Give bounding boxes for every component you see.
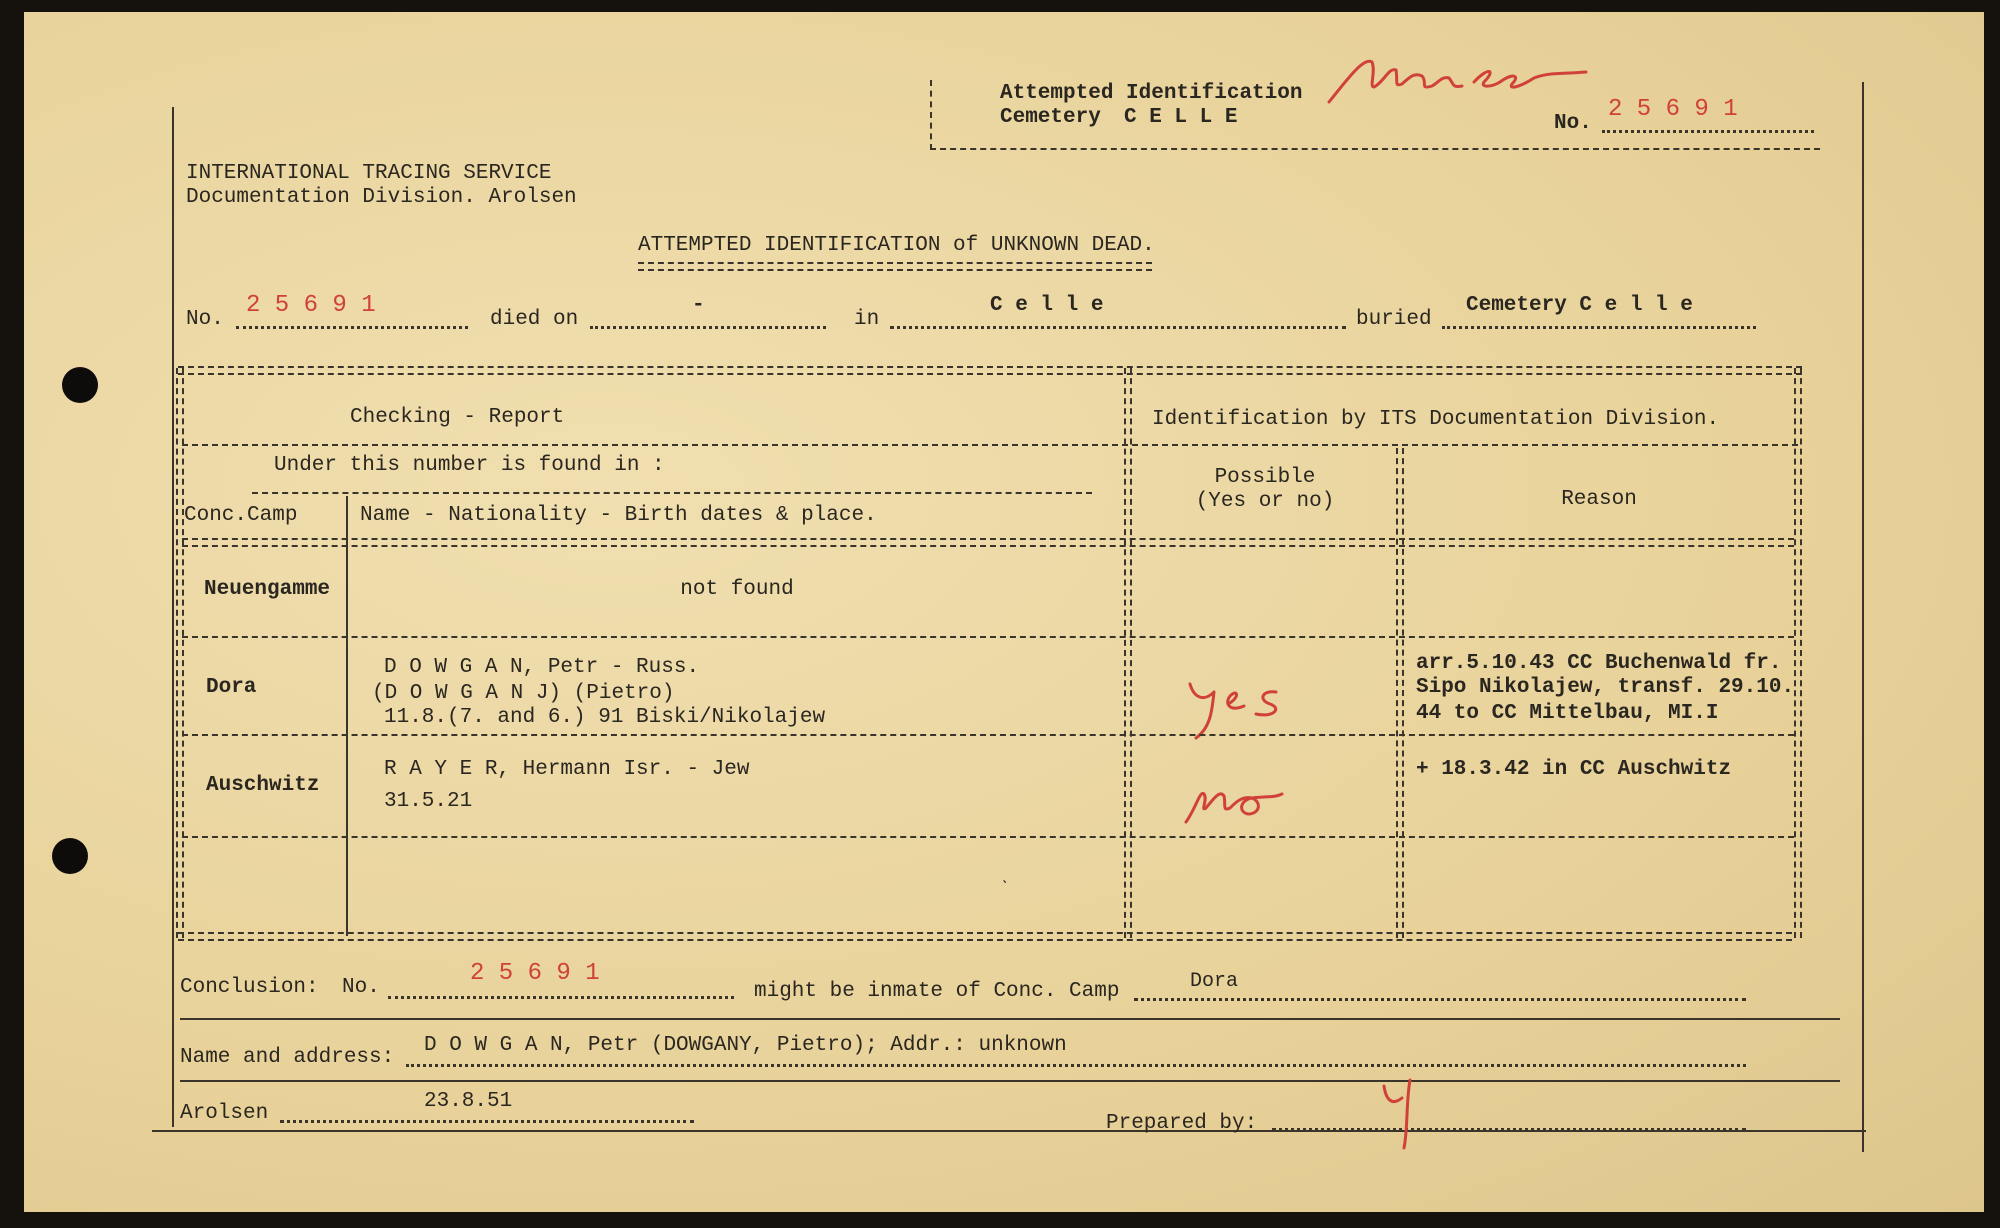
table-bottom-border	[178, 932, 1792, 941]
conclusion-no-dots	[388, 996, 734, 999]
row-2-name-line-1: D O W G A N, Petr - Russ.	[384, 656, 700, 679]
record-no-label: No.	[186, 308, 224, 331]
col-possible-heading-1: Possible	[1214, 466, 1316, 489]
document-title: ATTEMPTED IDENTIFICATION of UNKNOWN DEAD.	[638, 234, 1155, 257]
row-2-name-line-2: (D O W G A N J) (Pietro)	[372, 682, 675, 705]
died-value: -	[692, 294, 705, 317]
punch-hole-top	[62, 367, 98, 403]
name-address-dots	[406, 1064, 1746, 1067]
row-3-camp: Auschwitz	[206, 774, 320, 797]
conclusion-camp-value: Dora	[1190, 970, 1239, 993]
table-divider-camp	[346, 496, 348, 936]
header-no-value: 2 5 6 9 1	[1608, 96, 1738, 123]
footer-date: 23.8.51	[424, 1090, 513, 1113]
table-header-rule	[182, 444, 1798, 446]
name-address-label: Name and address:	[180, 1046, 395, 1069]
name-address-value: D O W G A N, Petr (DOWGANY, Pietro); Addr.: unknown	[424, 1034, 1067, 1057]
handwritten-yes-mark	[1184, 662, 1294, 742]
row-2-reason-line-1: arr.5.10.43 CC Buchenwald fr.	[1416, 652, 1782, 675]
header-box-left	[930, 80, 932, 150]
table-divider-reason	[1396, 448, 1404, 938]
header-no-dots	[1602, 130, 1814, 133]
died-label: died on	[490, 308, 579, 331]
footer-date-dots	[280, 1120, 694, 1123]
row-1-camp: Neuengamme	[204, 578, 331, 601]
handwritten-made-note	[1324, 42, 1594, 112]
table-divider-main	[1124, 368, 1132, 938]
in-value: C e l l e	[990, 294, 1104, 317]
buried-value: Cemetery C e l l e	[1466, 294, 1693, 317]
row-2-bottom-rule	[182, 734, 1794, 736]
in-dots	[890, 326, 1346, 329]
record-no-value: 2 5 6 9 1	[246, 292, 376, 319]
checking-report-heading: Checking - Report	[350, 406, 565, 429]
org-line-2: Documentation Division. Arolsen	[186, 186, 577, 209]
row-3-reason-line-1: + 18.3.42 in CC Auschwitz	[1416, 758, 1732, 781]
org-line-1: INTERNATIONAL TRACING SERVICE	[186, 162, 552, 185]
name-address-rule	[180, 1080, 1840, 1082]
header-box-bottom	[930, 148, 1820, 150]
row-3-name-line-2: 31.5.21	[384, 790, 473, 813]
row-2-name-line-3: 11.8.(7. and 6.) 91 Biski/Nikolajew	[384, 706, 826, 729]
col-possible-heading-2: (Yes or no)	[1195, 490, 1335, 513]
identification-card	[24, 12, 1984, 1212]
conclusion-mid-text: might be inmate of Conc. Camp	[754, 980, 1120, 1003]
handwritten-no-mark	[1182, 768, 1292, 828]
column-header-underline	[182, 538, 1794, 547]
buried-label: buried	[1356, 308, 1432, 331]
prepared-by-dots	[1272, 1128, 1746, 1131]
row-1-name-line-1: not found	[680, 578, 794, 601]
col-reason-heading: Reason	[1561, 488, 1637, 511]
header-no-label: No.	[1554, 112, 1592, 135]
row-2-camp: Dora	[206, 676, 257, 699]
table-top-border	[178, 366, 1802, 375]
row-3-name-line-1: R A Y E R, Hermann Isr. - Jew	[384, 758, 750, 781]
frame-left-line	[172, 107, 174, 1127]
row-3-bottom-rule	[182, 836, 1794, 838]
row-2-reason-line-2: Sipo Nikolajew, transf. 29.10.	[1416, 676, 1795, 699]
row-1-bottom-rule	[182, 636, 1794, 638]
frame-right-line	[1862, 82, 1864, 1152]
conclusion-no-value: 2 5 6 9 1	[470, 960, 600, 987]
table-left-border	[176, 368, 184, 938]
died-dots	[590, 326, 826, 329]
record-no-dots	[236, 326, 468, 329]
conclusion-camp-dots	[1134, 998, 1746, 1001]
punch-hole-bottom	[52, 838, 88, 874]
title-underline	[638, 262, 1152, 271]
attempted-label: Attempted Identification	[1000, 82, 1303, 105]
prepared-by-label: Prepared by:	[1106, 1112, 1258, 1135]
cemetery-label: Cemetery	[1000, 106, 1101, 129]
cemetery-name: C E L L E	[1124, 106, 1238, 129]
handwritten-initial	[1380, 1076, 1426, 1152]
table-right-border	[1794, 368, 1802, 938]
conclusion-no-label: No.	[342, 976, 380, 999]
identification-heading: Identification by ITS Documentation Division.	[1152, 408, 1720, 431]
conclusion-label: Conclusion:	[180, 976, 319, 999]
found-in-heading: Under this number is found in :	[274, 454, 665, 477]
buried-dots	[1442, 326, 1756, 329]
col-camp-heading: Conc.Camp	[184, 504, 298, 527]
row-2-reason-line-3: 44 to CC Mittelbau, MI.I	[1416, 702, 1719, 725]
found-in-rule	[252, 492, 1092, 494]
in-label: in	[854, 308, 880, 331]
conclusion-rule	[180, 1018, 1840, 1020]
empty-row-tick: ˋ	[1000, 880, 1011, 900]
footer-place: Arolsen	[180, 1102, 269, 1125]
col-name-heading: Name - Nationality - Birth dates & place.	[360, 504, 877, 527]
